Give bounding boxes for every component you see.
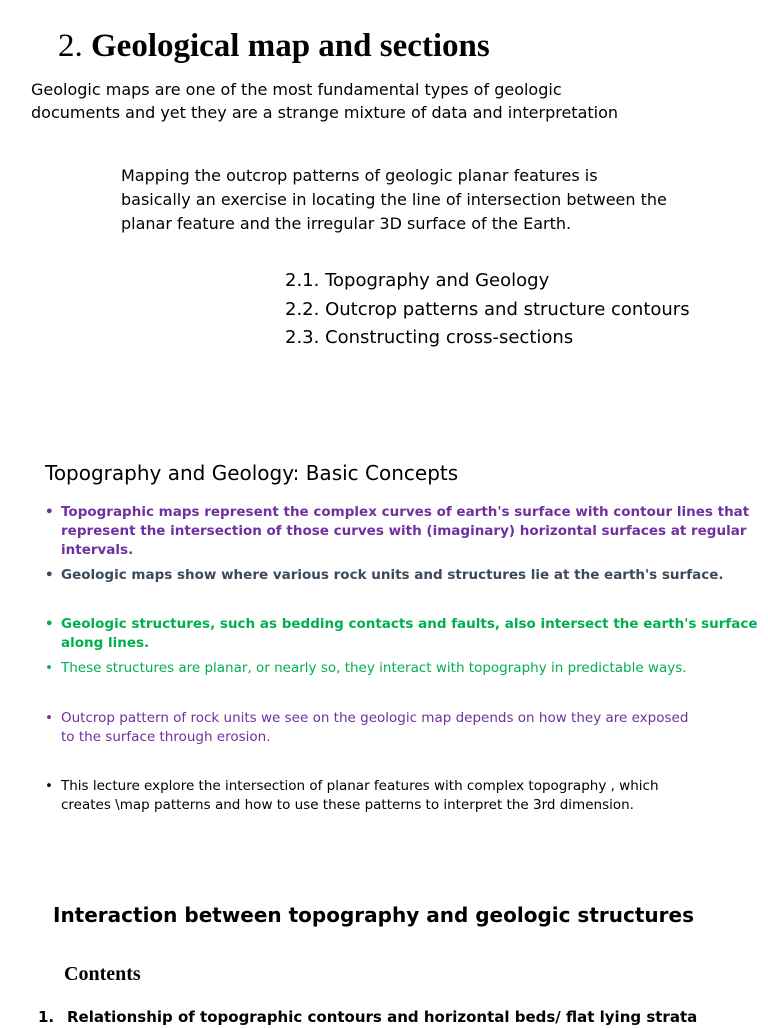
bullet-line: Topographic maps represent the complex curves of earth's surface with contour lines that bbox=[61, 504, 750, 520]
bullet-dot-icon: • bbox=[45, 616, 54, 632]
bullet-item bbox=[45, 709, 705, 747]
bullet-line: Geologic maps show where various rock units and structures lie at the earth's surface. bbox=[61, 567, 724, 583]
mapping-paragraph bbox=[121, 164, 741, 236]
bullet-item bbox=[45, 659, 705, 678]
bullet-dot-icon: • bbox=[45, 567, 54, 583]
intro-line: documents and yet they are a strange mixture of data and interpretation bbox=[31, 103, 619, 122]
bullet-line: along lines. bbox=[61, 635, 150, 651]
contents-item bbox=[38, 1006, 697, 1028]
bullet-dot-icon: • bbox=[45, 778, 53, 794]
bullet-line: Outcrop pattern of rock units we see on the geologic map depends on how they are exposed bbox=[61, 710, 689, 726]
intro-line: Geologic maps are one of the most fundamental types of geologic bbox=[31, 80, 562, 99]
contents-heading: Contents bbox=[64, 963, 141, 985]
bullet-item bbox=[45, 615, 758, 653]
bullet-line: creates \map patterns and how to use these patterns to interpret the 3rd dimension. bbox=[61, 797, 634, 813]
contents-item-number: 1. bbox=[38, 1008, 55, 1026]
toc-item: 2.2. Outcrop patterns and structure contours bbox=[285, 298, 690, 320]
bullet-dot-icon: • bbox=[45, 504, 54, 520]
interaction-heading: Interaction between topography and geologic structures bbox=[53, 903, 694, 927]
toc-item: 2.1. Topography and Geology bbox=[285, 270, 550, 291]
bullet-line: These structures are planar, or nearly so, they interact with topography in predictable ways. bbox=[61, 660, 687, 676]
bullet-line: This lecture explore the intersection of planar features with complex topography , which bbox=[61, 778, 659, 794]
table-of-contents bbox=[285, 267, 690, 353]
mapping-line: basically an exercise in locating the line of intersection between the bbox=[121, 190, 667, 209]
title-text: Geological map and sections bbox=[91, 28, 490, 64]
bullet-line: Geologic structures, such as bedding contacts and faults, also intersect the earth's surface bbox=[61, 616, 758, 632]
bullet-item bbox=[45, 777, 705, 815]
bullet-item bbox=[45, 503, 750, 560]
bullet-line: to the surface through erosion. bbox=[61, 729, 271, 745]
bullet-item bbox=[45, 566, 724, 585]
section-heading: Topography and Geology: Basic Concepts bbox=[45, 461, 459, 485]
page-title bbox=[58, 24, 490, 68]
bullet-line: represent the intersection of those curves with (imaginary) horizontal surfaces at regular bbox=[61, 523, 747, 539]
title-number: 2. bbox=[58, 28, 83, 64]
mapping-line: planar feature and the irregular 3D surface of the Earth. bbox=[121, 214, 572, 233]
toc-item: 2.3. Constructing cross-sections bbox=[285, 327, 574, 348]
intro-paragraph bbox=[31, 78, 671, 124]
bullet-line: intervals. bbox=[61, 542, 134, 558]
mapping-line: Mapping the outcrop patterns of geologic planar features is bbox=[121, 166, 598, 185]
contents-item-text: Relationship of topographic contours and horizontal beds/ flat lying strata bbox=[67, 1008, 698, 1026]
bullet-dot-icon: • bbox=[45, 710, 53, 726]
bullet-dot-icon: • bbox=[45, 660, 53, 676]
